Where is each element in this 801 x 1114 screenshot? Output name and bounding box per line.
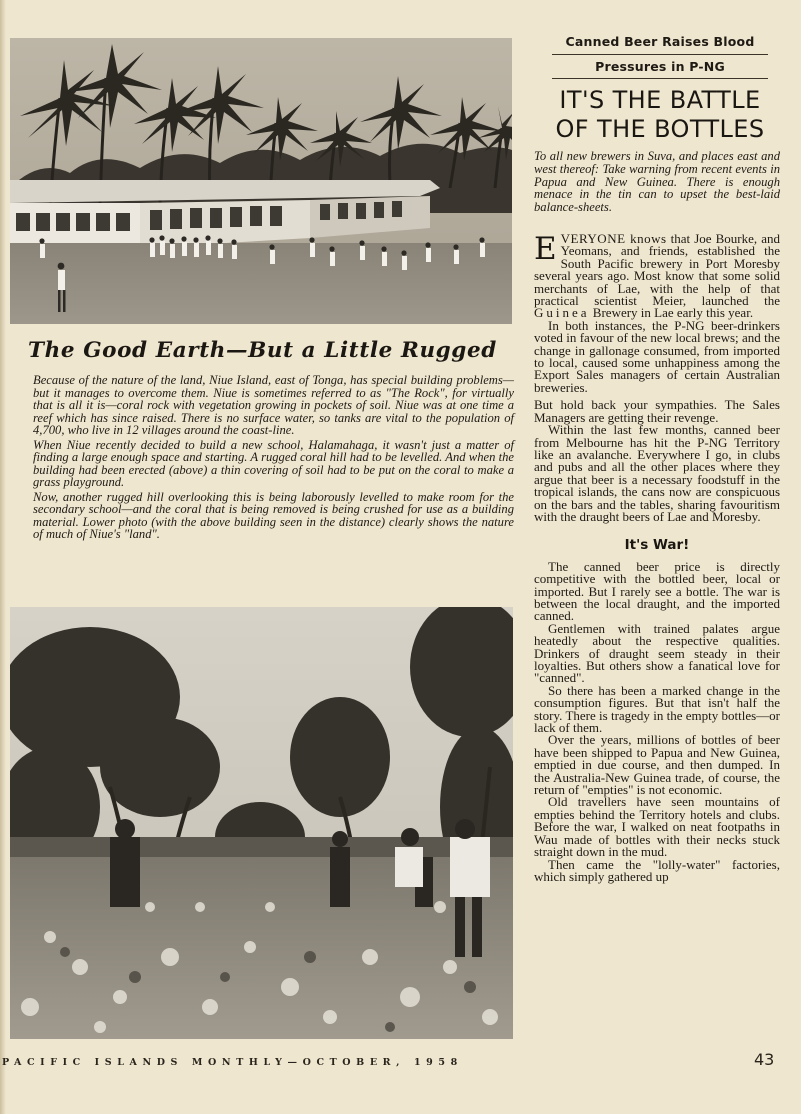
article-text: that Joe Bourke, and Yeomans, and friends, established the South Pacific brewery in Port Moresby several years ago. Most know that some solid merchants of Lae, with the help of that practical scientist Meier, launched the [534, 231, 780, 309]
headline-line-2: OF THE BOTTLES [555, 115, 765, 143]
kicker-line-2: Pressures in P-NG [595, 59, 725, 74]
article-paragraph: Within the last few months, canned beer from Melbourne has hit the P-NG Territory like an avalanche. Everywhere I go, in clubs and pubs and all the other places where they argue that beer is a necessary foodstuff in the tropical islands, the cans now are conspicuous on the bars and the tables, sharing favouritism with the draught beers of Lae and Moresby. [534, 422, 780, 524]
article-paragraph [534, 233, 780, 320]
page-edge-shadow [0, 0, 6, 1114]
coral-crushing-photo [10, 607, 513, 1039]
caption-paragraph: Now, another rugged hill overlooking this is being laborously levelled to make room for the secondary school—and the coral that is being removed is being crushed for use as a building material. Lower photo (with the above building seen in the distance) clearly shows the nature of much of Niue's "land". [33, 489, 514, 541]
section-subhead: It's War! [624, 537, 690, 554]
page-number: 43 [754, 1050, 775, 1069]
footer-masthead: PACIFIC ISLANDS MONTHLY—OCTOBER, 1958 [2, 1057, 463, 1068]
article-body [534, 233, 780, 883]
caption-body [33, 374, 514, 543]
article-paragraph: In both instances, the P-NG beer-drinkers voted in favour of the new local brews; and the change in gallonage consumed, from imported to local, caused some unhappiness among the Export Sales managers of certain Australian breweries. [534, 317, 780, 395]
article-paragraph: Gentlemen with trained palates argue heatedly about the respective qualities. Drinkers of draught seem steady in their loyalties. But others show a fanatical love for "canned". [534, 620, 780, 686]
article-standfirst: To all new brewers in Suva, and places east and west thereof: Take warning from recent events in Papua and New Guinea. There is enough menace in the tin can to upset the best-laid balance-sheets. [534, 149, 780, 215]
drop-cap: E [534, 231, 557, 267]
caption-paragraph: Because of the nature of the land, Niue Island, east of Tonga, has special building problems—but it manages to overcome them. Niue is sometimes referred to as "The Rock", for virtually that is all it is—coral rock with vegetation growing in pockets of soil. Niue was at one time a reef which has since raised. There is no surface water, so tanks are vital to the population of 4,700, who live in 12 villages around the coast-line. [33, 373, 514, 437]
kicker-rule [552, 78, 768, 79]
school-building-photo [10, 38, 512, 324]
lead-words: VERYONE knows [560, 231, 667, 246]
article-paragraph: The canned beer price is directly competitive with the bottled beer, local or imported. But I rarely see a bottle. The war is between the local draught, and the imported canned. [534, 558, 780, 624]
article-paragraph: But hold back your sympathies. The Sales Managers are getting their revenge. [534, 397, 780, 425]
caption-title: The Good Earth—But a Little Rugged [28, 338, 497, 363]
headline-line-1: IT'S THE BATTLE [559, 86, 761, 114]
caption-paragraph: When Niue recently decided to build a new school, Halamahaga, it wasn't just a matter of finding a large enough space and starting. A rugged coral hill had to be levelled. And when the building had been erected (above) a thin covering of soil had to be put on the coral to make a grass playground. [33, 437, 514, 489]
kicker-rule [552, 54, 768, 55]
article-paragraph: Then came the "lolly-water" factories, which simply gathered up [534, 856, 780, 884]
article-text: Brewery in Lae early this year. [589, 305, 754, 321]
article-paragraph: Old travellers have seen mountains of empties behind the Territory hotels and clubs. Before the war, I walked on neat footpaths in Wau made of bottles with their necks stuck straight down in the mud. [534, 794, 780, 860]
article-paragraph: Over the years, millions of bottles of beer have been shipped to Papua and New Guinea, emptied in due course, and then dumped. In the Australia-New Guinea trade, of course, the return of "empties" is not economic. [534, 732, 780, 798]
article-paragraph: So there has been a marked change in the consumption figures. But that isn't half the story. There is tragedy in the empty bottles—or lack of them. [534, 682, 780, 736]
article-text: Guinea [534, 305, 590, 321]
kicker-line-1: Canned Beer Raises Blood [565, 34, 755, 49]
